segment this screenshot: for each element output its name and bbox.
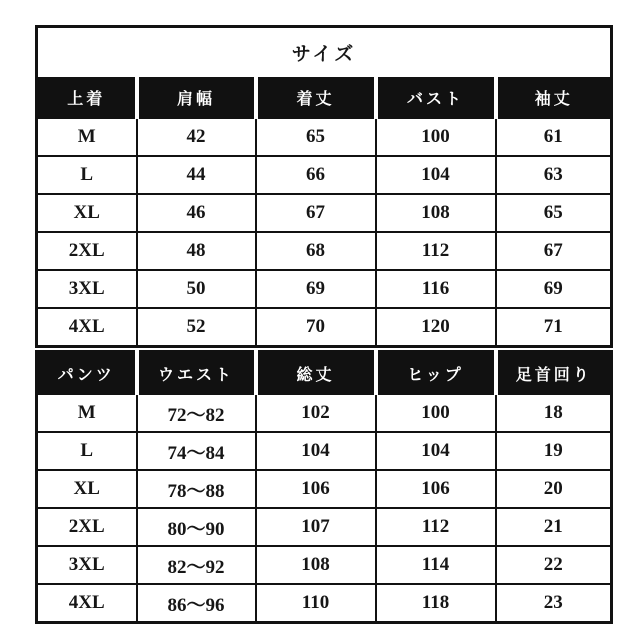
size-label-cell: 3XL xyxy=(37,546,137,584)
cell: 65 xyxy=(496,194,612,232)
cell: 20 xyxy=(496,470,612,508)
pants-size-chart xyxy=(35,350,613,624)
cell: 120 xyxy=(376,308,496,347)
pants-size-table xyxy=(35,350,613,624)
cell: 102 xyxy=(256,394,376,432)
cell: 104 xyxy=(376,432,496,470)
table-row xyxy=(37,546,612,584)
cell: 100 xyxy=(376,394,496,432)
cell: 104 xyxy=(376,156,496,194)
cell: 61 xyxy=(496,118,612,156)
cell: 46 xyxy=(137,194,256,232)
cell: 107 xyxy=(256,508,376,546)
pants-col-header-total-length: 総丈 xyxy=(256,352,376,395)
cell: 67 xyxy=(496,232,612,270)
pants-col-header-waist: ウエスト xyxy=(137,352,256,395)
cell: 18 xyxy=(496,394,612,432)
cell: 108 xyxy=(376,194,496,232)
table-row xyxy=(37,584,612,623)
jacket-size-chart xyxy=(35,25,613,348)
cell: 42 xyxy=(137,118,256,156)
jacket-size-table xyxy=(35,25,613,348)
size-label-cell: 4XL xyxy=(37,308,137,347)
table-row xyxy=(37,394,612,432)
cell: 69 xyxy=(256,270,376,308)
cell: 82〜92 xyxy=(137,546,256,584)
cell: 112 xyxy=(376,232,496,270)
jacket-col-header-sleeve: 袖丈 xyxy=(496,77,612,118)
size-label-cell: XL xyxy=(37,470,137,508)
jacket-header-row xyxy=(37,77,612,118)
cell: 68 xyxy=(256,232,376,270)
size-label-cell: L xyxy=(37,432,137,470)
cell: 52 xyxy=(137,308,256,347)
jacket-col-header-length: 着丈 xyxy=(256,77,376,118)
cell: 21 xyxy=(496,508,612,546)
cell: 104 xyxy=(256,432,376,470)
cell: 48 xyxy=(137,232,256,270)
cell: 69 xyxy=(496,270,612,308)
cell: 71 xyxy=(496,308,612,347)
cell: 23 xyxy=(496,584,612,623)
cell: 65 xyxy=(256,118,376,156)
pants-header-row xyxy=(37,352,612,395)
table-row xyxy=(37,194,612,232)
table-row xyxy=(37,470,612,508)
size-chart-title: サイズ xyxy=(37,27,612,78)
size-label-cell: M xyxy=(37,394,137,432)
cell: 86〜96 xyxy=(137,584,256,623)
table-row xyxy=(37,308,612,347)
pants-col-header-garment: パンツ xyxy=(37,352,137,395)
table-row xyxy=(37,232,612,270)
jacket-col-header-bust: バスト xyxy=(376,77,496,118)
cell: 106 xyxy=(376,470,496,508)
table-row xyxy=(37,156,612,194)
cell: 100 xyxy=(376,118,496,156)
size-label-cell: 4XL xyxy=(37,584,137,623)
cell: 114 xyxy=(376,546,496,584)
table-row xyxy=(37,508,612,546)
table-row xyxy=(37,270,612,308)
jacket-col-header-garment: 上着 xyxy=(37,77,137,118)
cell: 19 xyxy=(496,432,612,470)
cell: 80〜90 xyxy=(137,508,256,546)
cell: 44 xyxy=(137,156,256,194)
size-label-cell: M xyxy=(37,118,137,156)
cell: 72〜82 xyxy=(137,394,256,432)
cell: 118 xyxy=(376,584,496,623)
jacket-col-header-shoulder: 肩幅 xyxy=(137,77,256,118)
size-label-cell: XL xyxy=(37,194,137,232)
pants-col-header-ankle: 足首回り xyxy=(496,352,612,395)
cell: 116 xyxy=(376,270,496,308)
pants-col-header-hip: ヒップ xyxy=(376,352,496,395)
table-row xyxy=(37,432,612,470)
cell: 50 xyxy=(137,270,256,308)
cell: 112 xyxy=(376,508,496,546)
size-chart-title-row xyxy=(37,27,612,78)
size-label-cell: L xyxy=(37,156,137,194)
cell: 67 xyxy=(256,194,376,232)
size-label-cell: 3XL xyxy=(37,270,137,308)
cell: 108 xyxy=(256,546,376,584)
cell: 106 xyxy=(256,470,376,508)
cell: 110 xyxy=(256,584,376,623)
cell: 66 xyxy=(256,156,376,194)
cell: 70 xyxy=(256,308,376,347)
cell: 63 xyxy=(496,156,612,194)
cell: 22 xyxy=(496,546,612,584)
size-label-cell: 2XL xyxy=(37,232,137,270)
cell: 74〜84 xyxy=(137,432,256,470)
size-label-cell: 2XL xyxy=(37,508,137,546)
table-row xyxy=(37,118,612,156)
cell: 78〜88 xyxy=(137,470,256,508)
